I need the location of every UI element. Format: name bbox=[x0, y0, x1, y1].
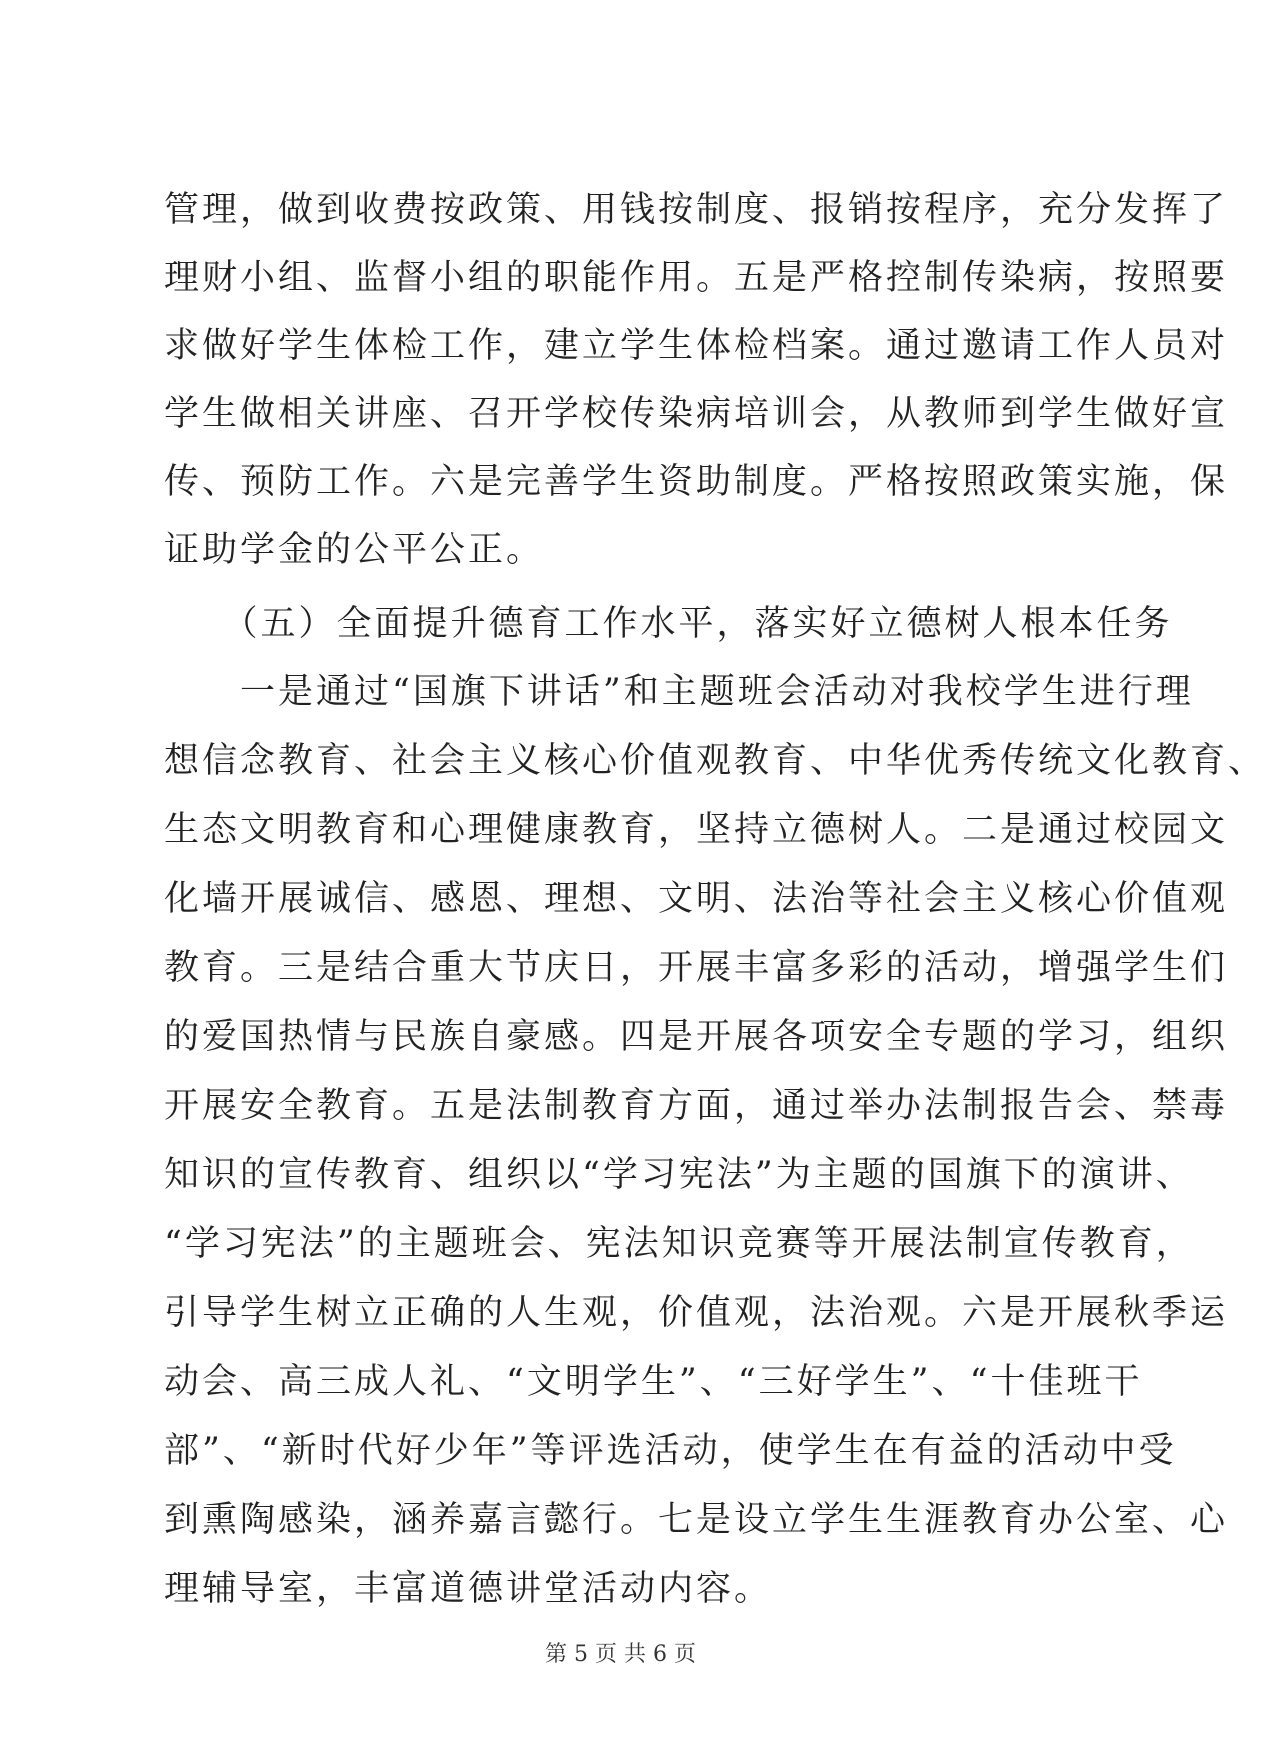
text-line: 理辅导室，丰富道德讲堂活动内容。 bbox=[164, 1569, 773, 1609]
text-line: 管理，做到收费按政策、用钱按制度、报销按程序，充分发挥了 bbox=[164, 190, 1229, 230]
text-line: 生态文明教育和心理健康教育，坚持立德树人。二是通过校园文 bbox=[164, 810, 1229, 850]
text-line: 想信念教育、社会主义核心价值观教育、中华优秀传统文化教育、 bbox=[164, 741, 1266, 781]
text-line: 部”、“新时代好少年”等评选活动，使学生在有益的活动中受 bbox=[164, 1431, 1177, 1471]
text-line: 动会、高三成人礼、“文明学生”、“三好学生”、“十佳班干 bbox=[164, 1362, 1143, 1402]
text-line: 一是通过“国旗下讲话”和主题班会活动对我校学生进行理 bbox=[164, 672, 1194, 712]
text-line: 引导学生树立正确的人生观，价值观，法治观。六是开展秋季运 bbox=[164, 1293, 1229, 1333]
text-line: 教育。三是结合重大节庆日，开展丰富多彩的活动，增强学生们 bbox=[164, 948, 1229, 988]
text-line: 到熏陶感染，涵养嘉言懿行。七是设立学生生涯教育办公室、心 bbox=[164, 1500, 1229, 1540]
page-indicator: 第 5 页 共 6 页 bbox=[545, 1642, 696, 1667]
text-line: 求做好学生体检工作，建立学生体检档案。通过邀请工作人员对 bbox=[164, 326, 1229, 366]
text-line: 的爱国热情与民族自豪感。四是开展各项安全专题的学习，组织 bbox=[164, 1017, 1229, 1057]
text-line: “学习宪法”的主题班会、宪法知识竞赛等开展法制宣传教育， bbox=[164, 1224, 1194, 1264]
text-line: 学生做相关讲座、召开学校传染病培训会，从教师到学生做好宣 bbox=[164, 394, 1229, 434]
text-line: 证助学金的公平公正。 bbox=[164, 530, 545, 570]
text-line: 知识的宣传教育、组织以“学习宪法”为主题的国旗下的演讲、 bbox=[164, 1155, 1194, 1195]
text-line: 开展安全教育。五是法制教育方面，通过举办法制报告会、禁毒 bbox=[164, 1086, 1229, 1126]
text-line: 化墙开展诚信、感恩、理想、文明、法治等社会主义核心价值观 bbox=[164, 879, 1229, 919]
text-line: 理财小组、监督小组的职能作用。五是严格控制传染病，按照要 bbox=[164, 258, 1229, 298]
text-line: 传、预防工作。六是完善学生资助制度。严格按照政策实施，保 bbox=[164, 462, 1229, 502]
section-heading: （五）全面提升德育工作水平，落实好立德树人根本任务 bbox=[164, 604, 1173, 644]
